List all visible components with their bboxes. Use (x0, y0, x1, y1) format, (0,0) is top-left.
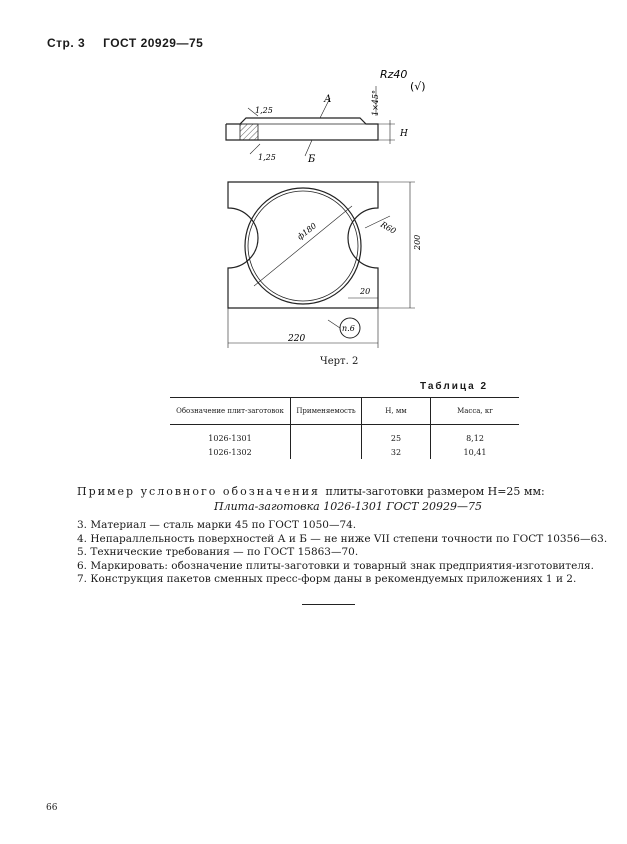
table-row (170, 445, 519, 459)
table-row (170, 431, 519, 445)
col-height: Н, мм (362, 398, 431, 425)
requirements-list (77, 519, 607, 587)
cell-designation: 1026-1302 (208, 447, 252, 457)
figure-caption: Черт. 2 (320, 356, 359, 367)
spec-table (170, 397, 519, 459)
length-label: 220 (288, 334, 306, 344)
diameter-label: ф180 (295, 221, 319, 242)
cell-mass: 10,41 (431, 445, 520, 459)
page-label: Стр. 3 (47, 36, 86, 50)
chamfer-right-label: 1×45° (371, 90, 380, 116)
roughness-label: Rz40 (380, 68, 408, 81)
list-item: 7. Конструкция пакетов сменных пресс-форм даны в рекомендуемых приложениях 1 и 2. (77, 573, 577, 585)
surface-b-label: Б (308, 154, 316, 165)
cell-designation: 1026-1301 (208, 433, 252, 443)
note-marker: п.6 (342, 324, 355, 333)
height-label: Н (400, 129, 408, 139)
chamfer-top-label: 1,25 (255, 106, 273, 115)
side-view (226, 86, 395, 156)
example-rest: плиты-заготовки размером Н=25 мм: (325, 485, 545, 498)
example-lead: Пример условного обозначения (77, 485, 320, 498)
cell-usage (291, 445, 362, 459)
cell-height: 32 (362, 445, 431, 459)
technical-drawing (200, 58, 430, 358)
width-label: 200 (413, 234, 422, 250)
table-title: Таблица 2 (420, 381, 489, 392)
col-usage: Применяемость (291, 398, 362, 425)
list-item: 5. Технические требования — по ГОСТ 15863—70. (77, 546, 359, 558)
example-line (77, 485, 545, 498)
surface-a-label: А (324, 94, 332, 105)
roughness-other-label: (√) (410, 80, 426, 93)
list-item: 4. Непараллельность поверхностей А и Б — не ниже VII степени точности по ГОСТ 10356—63. (77, 532, 608, 545)
table-header-row (170, 398, 519, 425)
list-item: 6. Маркировать: обозначение плиты-заготовки и товарный знак предприятия-изготовителя. (77, 559, 594, 572)
col-designation: Обозначение плит-заготовок (170, 398, 291, 425)
chamfer-bottom-label: 1,25 (258, 153, 276, 162)
example-formula: Плита-заготовка 1026-1301 ГОСТ 20929—75 (214, 500, 482, 513)
page-header (47, 36, 217, 50)
end-rule (302, 604, 355, 605)
col-mass: Масса, кг (431, 398, 520, 425)
top-view (228, 182, 415, 348)
cell-mass: 8,12 (431, 431, 520, 445)
cell-height: 25 (362, 431, 431, 445)
standard-number: ГОСТ 20929—75 (103, 36, 204, 50)
radius-label: R60 (379, 219, 398, 236)
offset-label: 20 (360, 287, 371, 296)
page-number: 66 (46, 803, 58, 813)
cell-usage (291, 431, 362, 445)
list-item: 3. Материал — сталь марки 45 по ГОСТ 1050—74. (77, 519, 357, 531)
